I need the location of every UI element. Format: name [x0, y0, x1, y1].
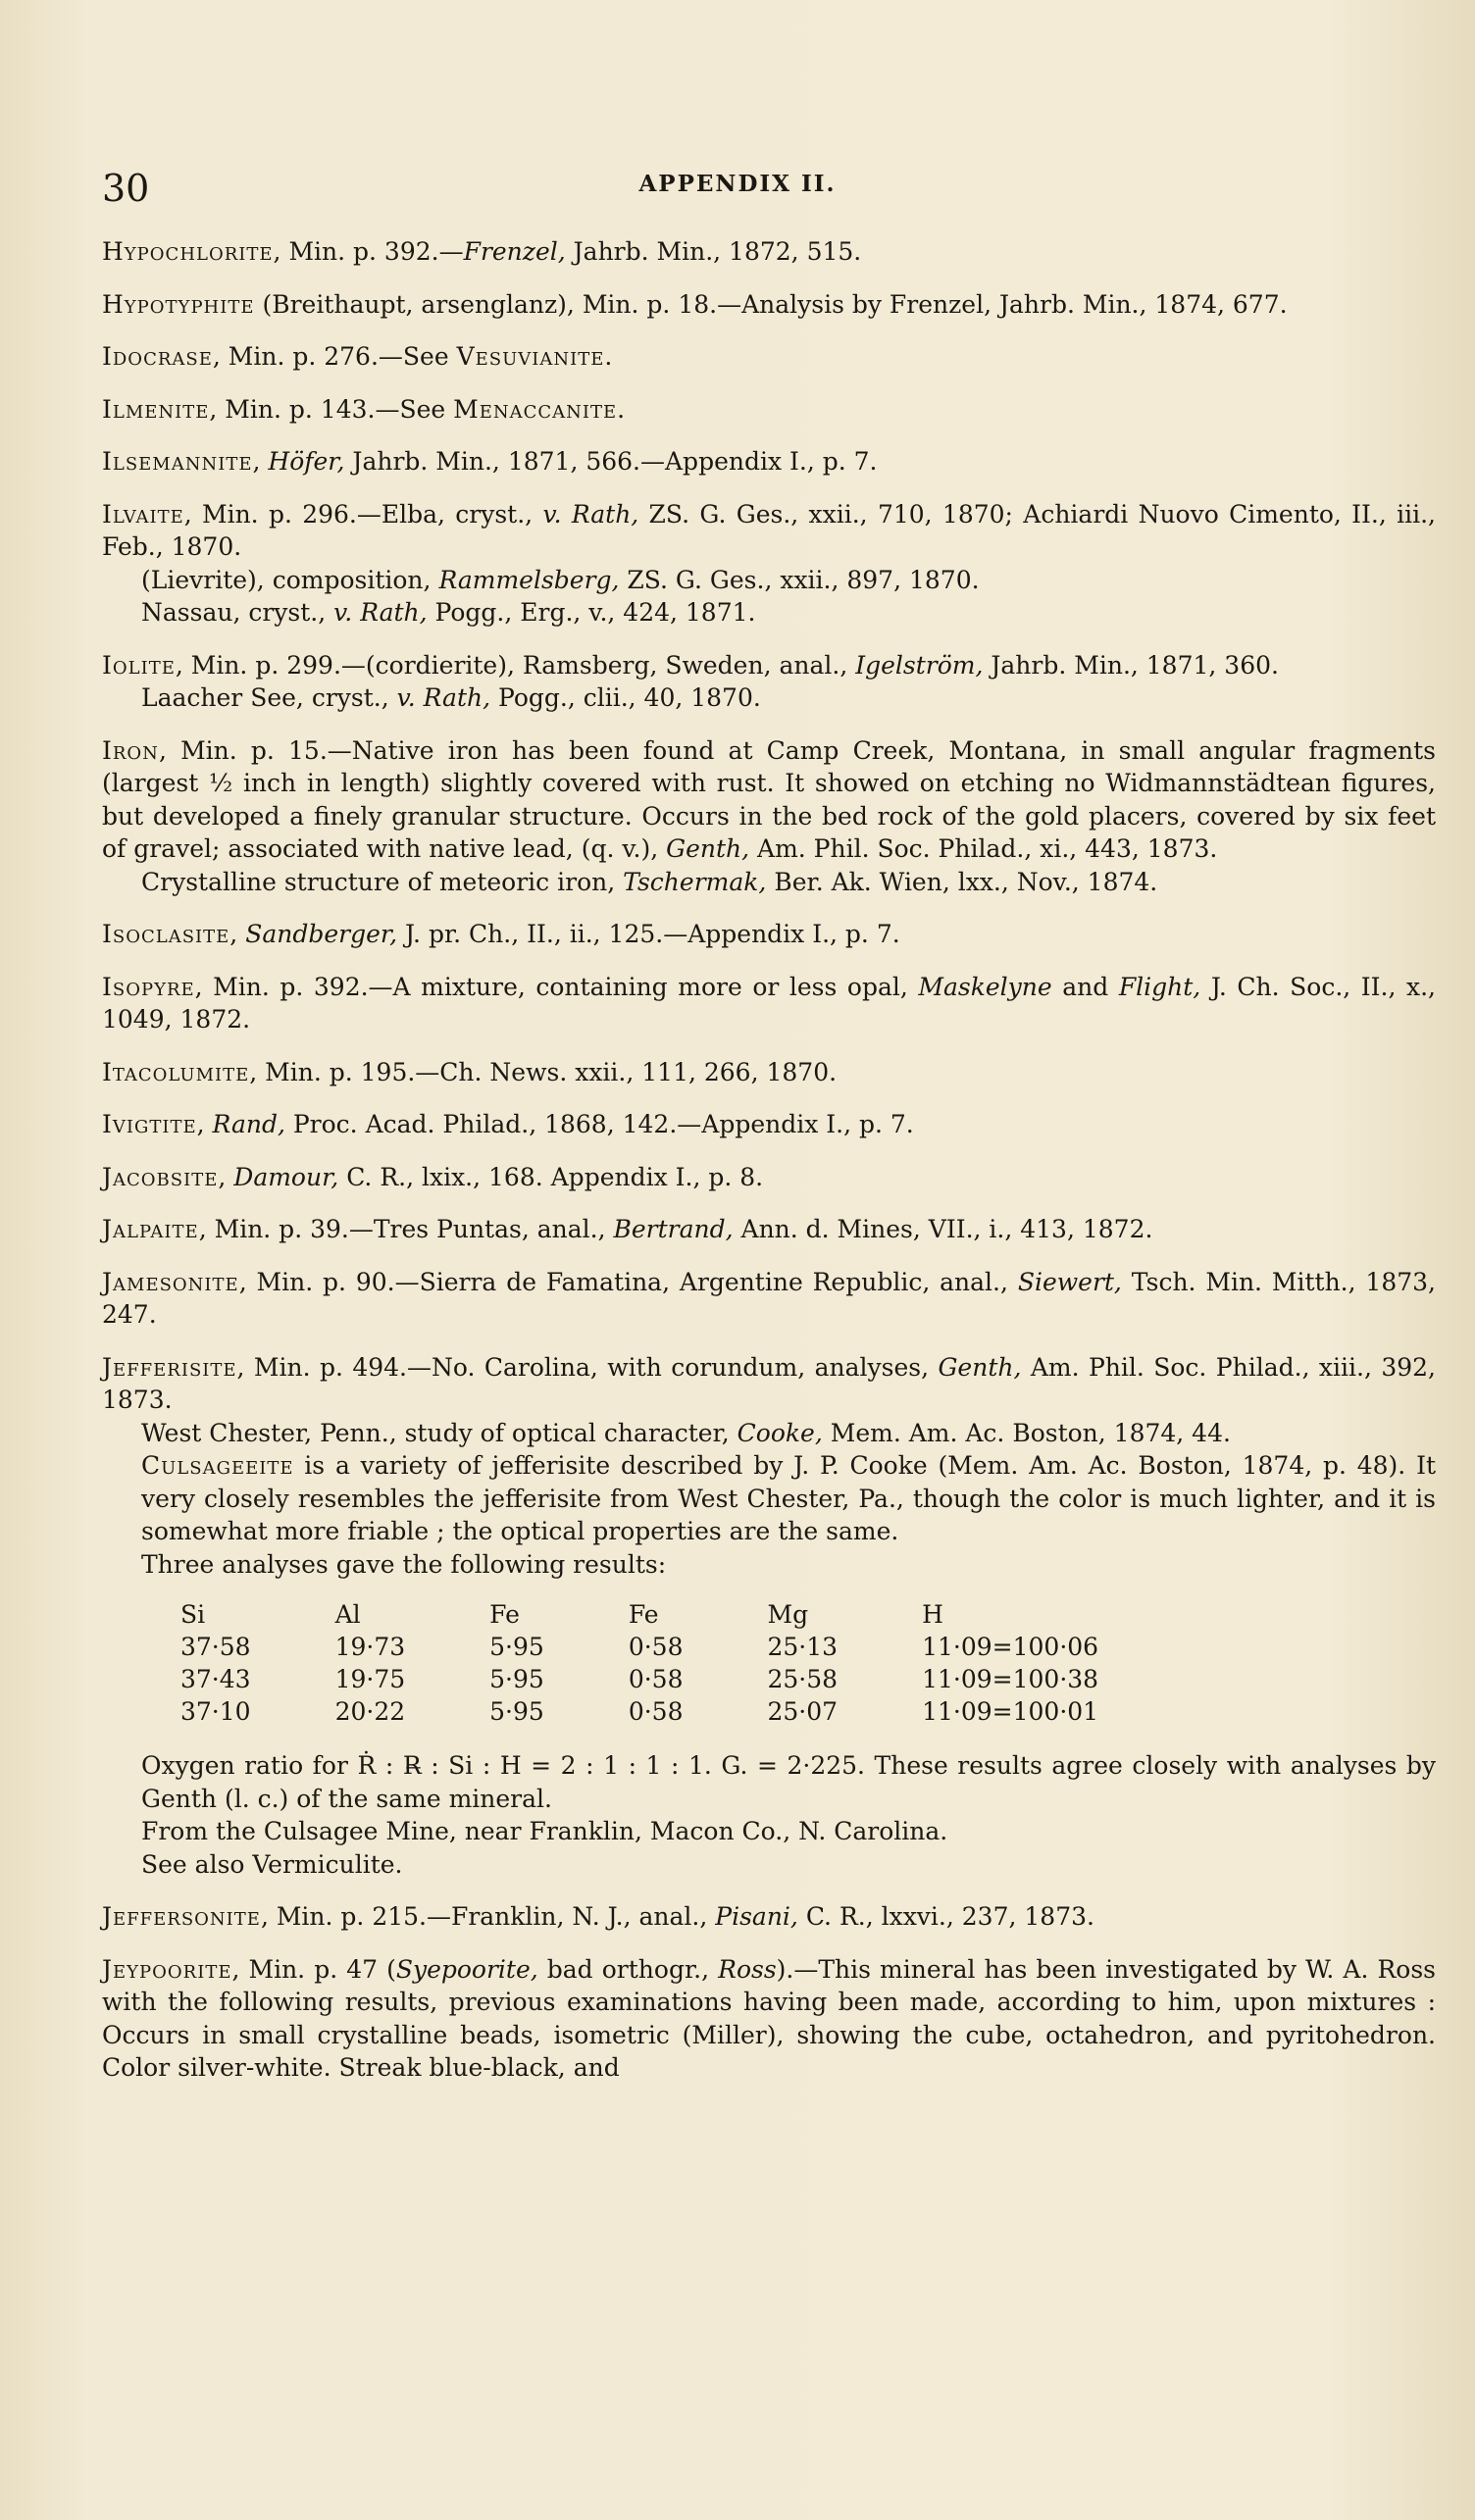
- table-row: [180, 1663, 1183, 1695]
- column-header: Mg: [767, 1600, 809, 1629]
- author-name: Genth,: [938, 1352, 1022, 1382]
- entry-text: Ber. Ak. Wien, lxx., Nov., 1874.: [766, 867, 1158, 896]
- mineral-name: Iolite: [102, 650, 176, 680]
- entry-text: , Min. p. 195.—Ch. News. xxii., 111, 266, 1870.: [249, 1057, 838, 1086]
- entry-line: [102, 288, 1436, 322]
- entry-text: Tsch. Min. Mitth., 1873, 247.: [102, 1267, 1437, 1329]
- mineral-name: Isopyre: [102, 972, 195, 1001]
- author-name: Ross: [718, 1954, 777, 1984]
- table-row: [180, 1695, 1183, 1728]
- mineral-name: Jalpaite: [102, 1215, 199, 1243]
- entry: [102, 1056, 1436, 1089]
- column-header: Fe: [628, 1600, 659, 1629]
- entry-line: [102, 1213, 1436, 1246]
- table-cell: 5·95: [489, 1633, 544, 1661]
- mineral-name: Menaccanite: [453, 394, 618, 424]
- entry-line: [102, 1749, 1436, 1815]
- author-name: Höfer,: [268, 447, 345, 476]
- column-header: Fe: [489, 1600, 520, 1629]
- table-cell: 25·13: [767, 1633, 839, 1661]
- entry: [102, 393, 1436, 427]
- author-name: Cooke,: [737, 1418, 823, 1447]
- entry-text: J. Ch. Soc., II., x., 1049, 1872.: [102, 972, 1436, 1033]
- entries-list: [102, 235, 1436, 1332]
- entry-text: (Breithaupt, arsenglanz), Min. p. 18.—Analysis by Frenzel, Jahrb. Min., 1874, 677.: [254, 289, 1288, 319]
- entry-text: , Min. p. 296.—Elba, cryst.,: [183, 499, 543, 529]
- entry-line: [102, 235, 1436, 269]
- entry-line: [102, 340, 1436, 374]
- entry-line: [102, 1161, 1436, 1194]
- author-name: Syepoorite,: [395, 1954, 538, 1984]
- entry-text: (Lievrite), composition,: [141, 565, 439, 594]
- entry: [102, 971, 1436, 1036]
- entry-text: , Min. p. 47 (: [231, 1954, 396, 1984]
- entry-text: Jahrb. Min., 1871, 360.: [983, 650, 1279, 680]
- table-cell: 11·09=100·01: [922, 1697, 1099, 1726]
- column-header: H: [922, 1600, 943, 1629]
- entry: [102, 649, 1436, 715]
- entry-text: Laacher See, cryst.,: [141, 683, 397, 712]
- entry-text: is a variety of jefferisite described by J. P. Cooke (Mem. Am. Ac. Boston, 1874, p. 48). It very closely resembles the jefferisite from West Chester, Pa., though the color is much lighter, and it is somewhat more friable ; the optical properties are the same.: [141, 1451, 1436, 1545]
- entry-jefferisite: [102, 1351, 1436, 1882]
- entry-line: [102, 498, 1436, 564]
- mineral-name: Idocrase: [102, 342, 213, 371]
- mineral-name: Isoclasite: [102, 920, 230, 948]
- entry: [102, 1900, 1436, 1934]
- entry-text: .: [604, 342, 613, 371]
- entry-text: ,: [218, 1162, 234, 1191]
- author-name: v. Rath,: [333, 598, 428, 627]
- author-name: Flight,: [1118, 972, 1201, 1001]
- entry: [102, 1108, 1436, 1141]
- author-name: Sandberger,: [245, 920, 398, 948]
- entry-text: ZS. G. Ges., xxii., 710, 1870; Achiardi Nuovo Cimento, II., iii., Feb., 1870.: [102, 499, 1437, 561]
- entry-text: Pogg., clii., 40, 1870.: [490, 683, 761, 712]
- entry-text: bad orthogr.,: [537, 1954, 719, 1984]
- analysis-table-header: [180, 1598, 1183, 1631]
- entry-line: [102, 393, 1436, 427]
- column-header: Al: [334, 1600, 361, 1629]
- entry-line: [102, 1417, 1436, 1450]
- entry-text: and: [1051, 972, 1119, 1001]
- entry: [102, 918, 1436, 951]
- page-content: [102, 235, 1436, 2104]
- page-number: 30: [102, 167, 150, 210]
- table-cell: 37·10: [180, 1697, 251, 1726]
- column-header: Si: [180, 1600, 206, 1629]
- entry-line: [102, 681, 1436, 715]
- table-cell: 19·75: [334, 1665, 406, 1693]
- jefferisite-notes: [102, 1749, 1436, 1881]
- entry: [102, 1266, 1436, 1332]
- table-cell: 0·58: [628, 1665, 684, 1693]
- entries-list-continued: [102, 1900, 1436, 2085]
- entry-text: Oxygen ratio for Ṙ : R̶ : Si : H = 2 : 1 : 1 : 1. G. = 2·225. These results agree closely with analyses by Genth (l. c.) of the same mineral.: [141, 1751, 1436, 1813]
- entry-line: [102, 1266, 1436, 1332]
- analysis-table: [180, 1598, 1183, 1728]
- entry-text: , Min. p. 392.—A mixture, containing more or less opal,: [194, 972, 919, 1001]
- entry-line: [102, 1449, 1436, 1548]
- entry-line: [102, 971, 1436, 1036]
- entry-text: ).—This mineral has been investigated by W. A. Ross with the following results, previous examinations having been made, according to him, upon mixtures : Occurs in small crystalline beads, isometric (Miller), showing the cube, octahedron, and pyritohedron. Color silver-white. Streak blue-black, and: [102, 1954, 1436, 2082]
- entry: [102, 734, 1436, 899]
- entry-line: [102, 649, 1436, 682]
- table-cell: 11·09=100·38: [922, 1665, 1099, 1693]
- entry: [102, 445, 1436, 479]
- entry-line: [102, 1351, 1436, 1417]
- entry: [102, 340, 1436, 374]
- entry-line: [102, 734, 1436, 866]
- author-name: Siewert,: [1017, 1267, 1122, 1296]
- mineral-name: Iron: [102, 735, 159, 765]
- entry-text: , Min. p. 392.—: [273, 237, 464, 266]
- entry-text: .: [617, 394, 626, 424]
- entry-text: Am. Phil. Soc. Philad., xiii., 392, 1873.: [102, 1352, 1437, 1414]
- entry-line: [102, 445, 1436, 479]
- entry: [102, 1953, 1436, 2085]
- entry-line: [102, 1056, 1436, 1089]
- mineral-name: Jacobsite: [102, 1162, 219, 1191]
- entry-text: From the Culsagee Mine, near Franklin, Macon Co., N. Carolina.: [141, 1817, 948, 1845]
- entry-text: , Min. p. 299.—(cordierite), Ramsberg, Sweden, anal.,: [175, 650, 856, 680]
- entry-text: Three analyses gave the following results:: [141, 1549, 667, 1579]
- entry: [102, 235, 1436, 269]
- table-cell: 5·95: [489, 1665, 544, 1693]
- mineral-name: Itacolumite: [102, 1057, 250, 1086]
- table-cell: 20·22: [334, 1697, 406, 1726]
- entry-text: J. pr. Ch., II., ii., 125.—Appendix I., p. 7.: [397, 920, 900, 948]
- author-name: Rand,: [212, 1110, 285, 1138]
- mineral-name: Ilmenite: [102, 394, 210, 424]
- entry-text: , Min. p. 276.—See: [212, 342, 457, 371]
- entry-text: West Chester, Penn., study of optical character,: [141, 1418, 738, 1447]
- mineral-name: Jamesonite: [102, 1267, 239, 1296]
- mineral-name: Jeffersonite: [102, 1902, 261, 1931]
- running-head: APPENDIX II.: [638, 171, 837, 197]
- mineral-name: Ivigtite: [102, 1110, 197, 1138]
- author-name: Igelström,: [855, 650, 984, 680]
- mineral-name: Ilvaite: [102, 499, 184, 529]
- entry-text: Crystalline structure of meteoric iron,: [141, 867, 624, 896]
- entry-text: See also Vermiculite.: [141, 1849, 403, 1879]
- entry-text: ,: [252, 447, 269, 476]
- entry-text: Jahrb. Min., 1871, 566.—Appendix I., p. 7.: [344, 447, 878, 476]
- author-name: Genth,: [666, 834, 750, 863]
- entry-text: , Min. p. 143.—See: [209, 394, 454, 424]
- entry-text: C. R., lxix., 168. Appendix I., p. 8.: [338, 1162, 764, 1191]
- author-name: Bertrand,: [613, 1215, 734, 1243]
- table-cell: 5·95: [489, 1697, 544, 1726]
- entry-line: [102, 866, 1436, 899]
- entry-line: [102, 1815, 1436, 1848]
- entry: [102, 288, 1436, 322]
- author-name: v. Rath,: [542, 499, 639, 529]
- entry-text: , Min. p. 215.—Franklin, N. J., anal.,: [260, 1902, 716, 1931]
- mineral-name: Hypochlorite: [102, 237, 274, 266]
- entry-text: Jahrb. Min., 1872, 515.: [565, 237, 862, 266]
- entry-text: ZS. G. Ges., xxii., 897, 1870.: [619, 565, 980, 594]
- author-name: Tschermak,: [623, 867, 767, 896]
- entry: [102, 498, 1436, 630]
- page-header: [102, 167, 1373, 216]
- table-cell: 25·58: [767, 1665, 839, 1693]
- entry-text: ,: [196, 1110, 213, 1138]
- entry-text: Ann. d. Mines, VII., i., 413, 1872.: [733, 1215, 1153, 1243]
- author-name: Damour,: [233, 1162, 339, 1191]
- mineral-name: Jeypoorite: [102, 1954, 232, 1984]
- entry-line: [102, 1900, 1436, 1934]
- mineral-name: Culsageeite: [141, 1451, 294, 1480]
- entry-line: [102, 1953, 1436, 2085]
- analysis-table-body: [180, 1631, 1183, 1728]
- author-name: Pisani,: [715, 1902, 798, 1931]
- entry-line: [102, 564, 1436, 597]
- entry: [102, 1161, 1436, 1194]
- author-name: Rammelsberg,: [438, 565, 620, 594]
- entry-text: ,: [229, 920, 246, 948]
- author-name: v. Rath,: [396, 683, 491, 712]
- table-cell: 11·09=100·06: [922, 1633, 1099, 1661]
- entry-text: Proc. Acad. Philad., 1868, 142.—Appendix I., p. 7.: [284, 1110, 914, 1138]
- mineral-name: Ilsemannite: [102, 447, 253, 476]
- entry-text: Nassau, cryst.,: [141, 598, 334, 627]
- table-cell: 25·07: [767, 1697, 839, 1726]
- table-cell: 0·58: [628, 1697, 684, 1726]
- entry-line: [102, 1548, 1436, 1582]
- mineral-name: Vesuvianite: [456, 342, 605, 371]
- table-cell: 0·58: [628, 1633, 684, 1661]
- entry-text: Pogg., Erg., v., 424, 1871.: [427, 598, 756, 627]
- entry-line: [102, 1848, 1436, 1882]
- table-cell: 37·58: [180, 1633, 251, 1661]
- author-name: Maskelyne: [918, 972, 1052, 1001]
- entry-text: , Min. p. 90.—Sierra de Famatina, Argentine Republic, anal.,: [238, 1267, 1018, 1296]
- entry-text: , Min. p. 15.—Native iron has been found at Camp Creek, Montana, in small angular fragments (largest ½ inch in length) slightly covered with rust. It showed on etching no Widmannstädtean figures, but developed a finely granular structure. Occurs in the bed rock of the gold placers, covered by six feet of gravel; associated with native lead, (q. v.),: [102, 735, 1436, 863]
- mineral-name: Jefferisite: [102, 1352, 237, 1382]
- table-cell: 19·73: [334, 1633, 406, 1661]
- entry-line: [102, 596, 1436, 630]
- entry-line: [102, 1108, 1436, 1141]
- table-row: [180, 1631, 1183, 1663]
- author-name: Frenzel,: [463, 237, 566, 266]
- entry: [102, 1213, 1436, 1246]
- mineral-name: Hypotyphite: [102, 289, 255, 319]
- entry-line: [102, 918, 1436, 951]
- jefferisite-text: [102, 1351, 1436, 1582]
- entry-text: Mem. Am. Ac. Boston, 1874, 44.: [822, 1418, 1231, 1447]
- entry-text: , Min. p. 494.—No. Carolina, with corundum, analyses,: [236, 1352, 939, 1382]
- entry-text: , Min. p. 39.—Tres Puntas, anal.,: [198, 1215, 614, 1243]
- entry-text: Am. Phil. Soc. Philad., xi., 443, 1873.: [749, 834, 1218, 863]
- entry-text: C. R., lxxvi., 237, 1873.: [797, 1902, 1094, 1931]
- table-cell: 37·43: [180, 1665, 251, 1693]
